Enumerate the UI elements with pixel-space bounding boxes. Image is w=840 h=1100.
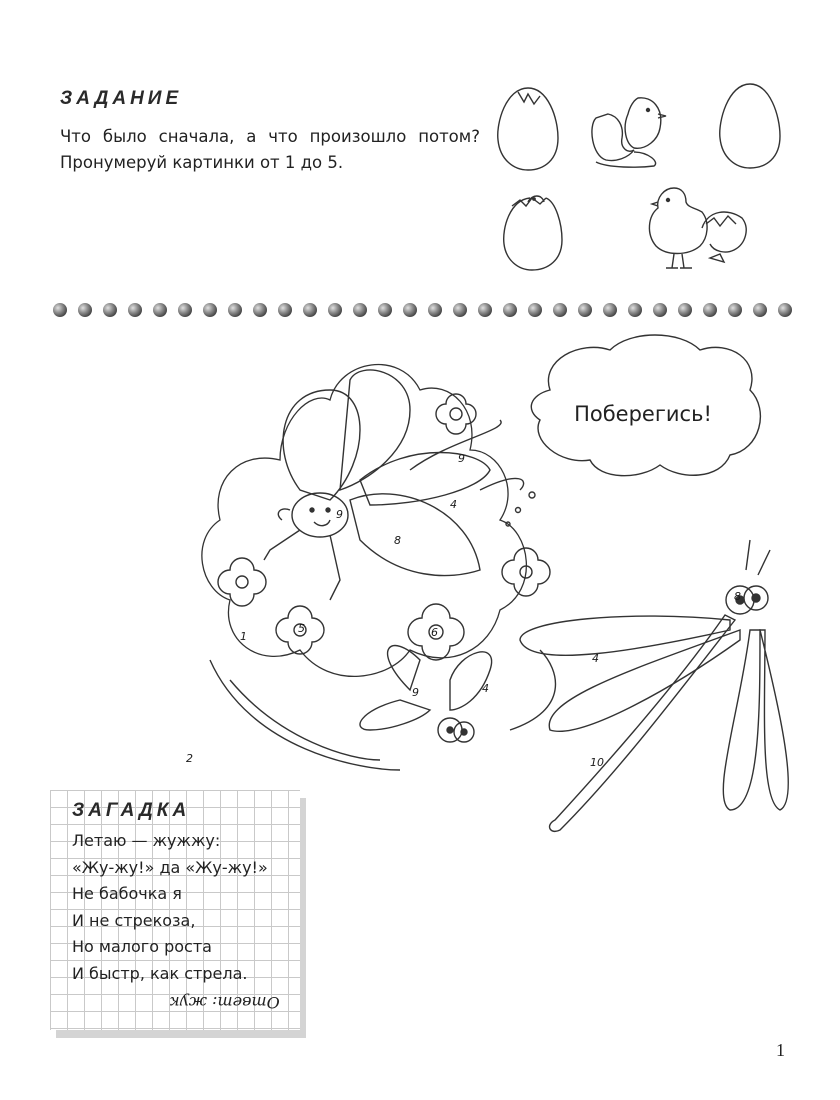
riddle-line: И быстр, как стрела.: [72, 963, 248, 983]
divider-dot: [353, 303, 367, 317]
chick-hatching-picture: [592, 98, 666, 167]
divider-dot: [703, 303, 717, 317]
divider-dot: [778, 303, 792, 317]
divider-dot: [678, 303, 692, 317]
divider-dot: [78, 303, 92, 317]
coloring-number: 1: [240, 630, 247, 643]
divider-dot: [153, 303, 167, 317]
riddle-answer: Ответ: жук: [170, 993, 280, 1012]
divider-dot: [128, 303, 142, 317]
divider-dot: [453, 303, 467, 317]
chick-out-picture: [649, 188, 746, 268]
divider-dot: [253, 303, 267, 317]
divider-dot: [478, 303, 492, 317]
coloring-number: 2: [186, 752, 193, 765]
coloring-number: 9: [336, 508, 343, 521]
divider-dot: [53, 303, 67, 317]
divider-dot: [753, 303, 767, 317]
divider-dot: [378, 303, 392, 317]
cloud-dot: [516, 508, 521, 513]
coloring-number: 4: [482, 682, 489, 695]
riddle-line: Не бабочка я: [72, 884, 182, 903]
divider-dot: [653, 303, 667, 317]
divider-dot: [178, 303, 192, 317]
divider-dot: [103, 303, 117, 317]
divider-dot: [578, 303, 592, 317]
divider-dot: [428, 303, 442, 317]
motion-lines: [210, 650, 555, 770]
coloring-number: 8: [394, 534, 401, 547]
coloring-number: 4: [592, 652, 599, 665]
divider-dot: [503, 303, 517, 317]
coloring-number: 6: [431, 626, 438, 639]
riddle-lines: [72, 828, 268, 987]
divider-dot: [203, 303, 217, 317]
divider-dot: [553, 303, 567, 317]
divider-dot: [728, 303, 742, 317]
coloring-number: 9: [412, 686, 419, 699]
egg-sequence-illustration: [488, 78, 808, 278]
divider-dot: [403, 303, 417, 317]
divider-dot: [303, 303, 317, 317]
task-title: ЗАДАНИЕ: [60, 88, 183, 109]
coloring-number: 10: [590, 756, 604, 769]
butterfly-drawing: [264, 370, 524, 600]
coloring-number: 5: [298, 622, 305, 635]
chick-peeking-picture: [504, 196, 562, 270]
riddle-line: Но малого роста: [72, 937, 212, 956]
bee-drawing: [360, 646, 492, 742]
divider-dot: [628, 303, 642, 317]
cloud-dot: [529, 492, 535, 498]
divider-dot: [603, 303, 617, 317]
riddle-line: «Жу-жу!» да «Жу-жу!»: [72, 857, 268, 877]
riddle-line: И не стрекоза,: [72, 910, 196, 930]
dotted-divider: [52, 300, 792, 320]
speech-bubble-text: Поберегись!: [574, 402, 712, 426]
page-number: 1: [776, 1040, 785, 1060]
task-text: Что было сначала, а что произошло потом? Пронумеруй картинки от 1 до 5.: [60, 127, 480, 172]
riddle-card: [50, 790, 300, 1030]
divider-dot: [328, 303, 342, 317]
divider-dot: [528, 303, 542, 317]
flower: [436, 394, 476, 434]
whole-egg-picture: [720, 84, 780, 168]
coloring-number: 9: [458, 452, 465, 465]
bush-outline: [202, 365, 526, 677]
coloring-number: 8: [734, 590, 741, 603]
riddle-line: Летаю — жужжу:: [72, 831, 221, 850]
flower: [218, 558, 266, 606]
riddle-title: ЗАГАДКА: [72, 800, 191, 821]
coloring-number: 4: [450, 498, 457, 511]
dragonfly-drawing: [520, 540, 788, 831]
divider-dot: [228, 303, 242, 317]
divider-dot: [278, 303, 292, 317]
egg-cracked-picture: [498, 88, 558, 170]
